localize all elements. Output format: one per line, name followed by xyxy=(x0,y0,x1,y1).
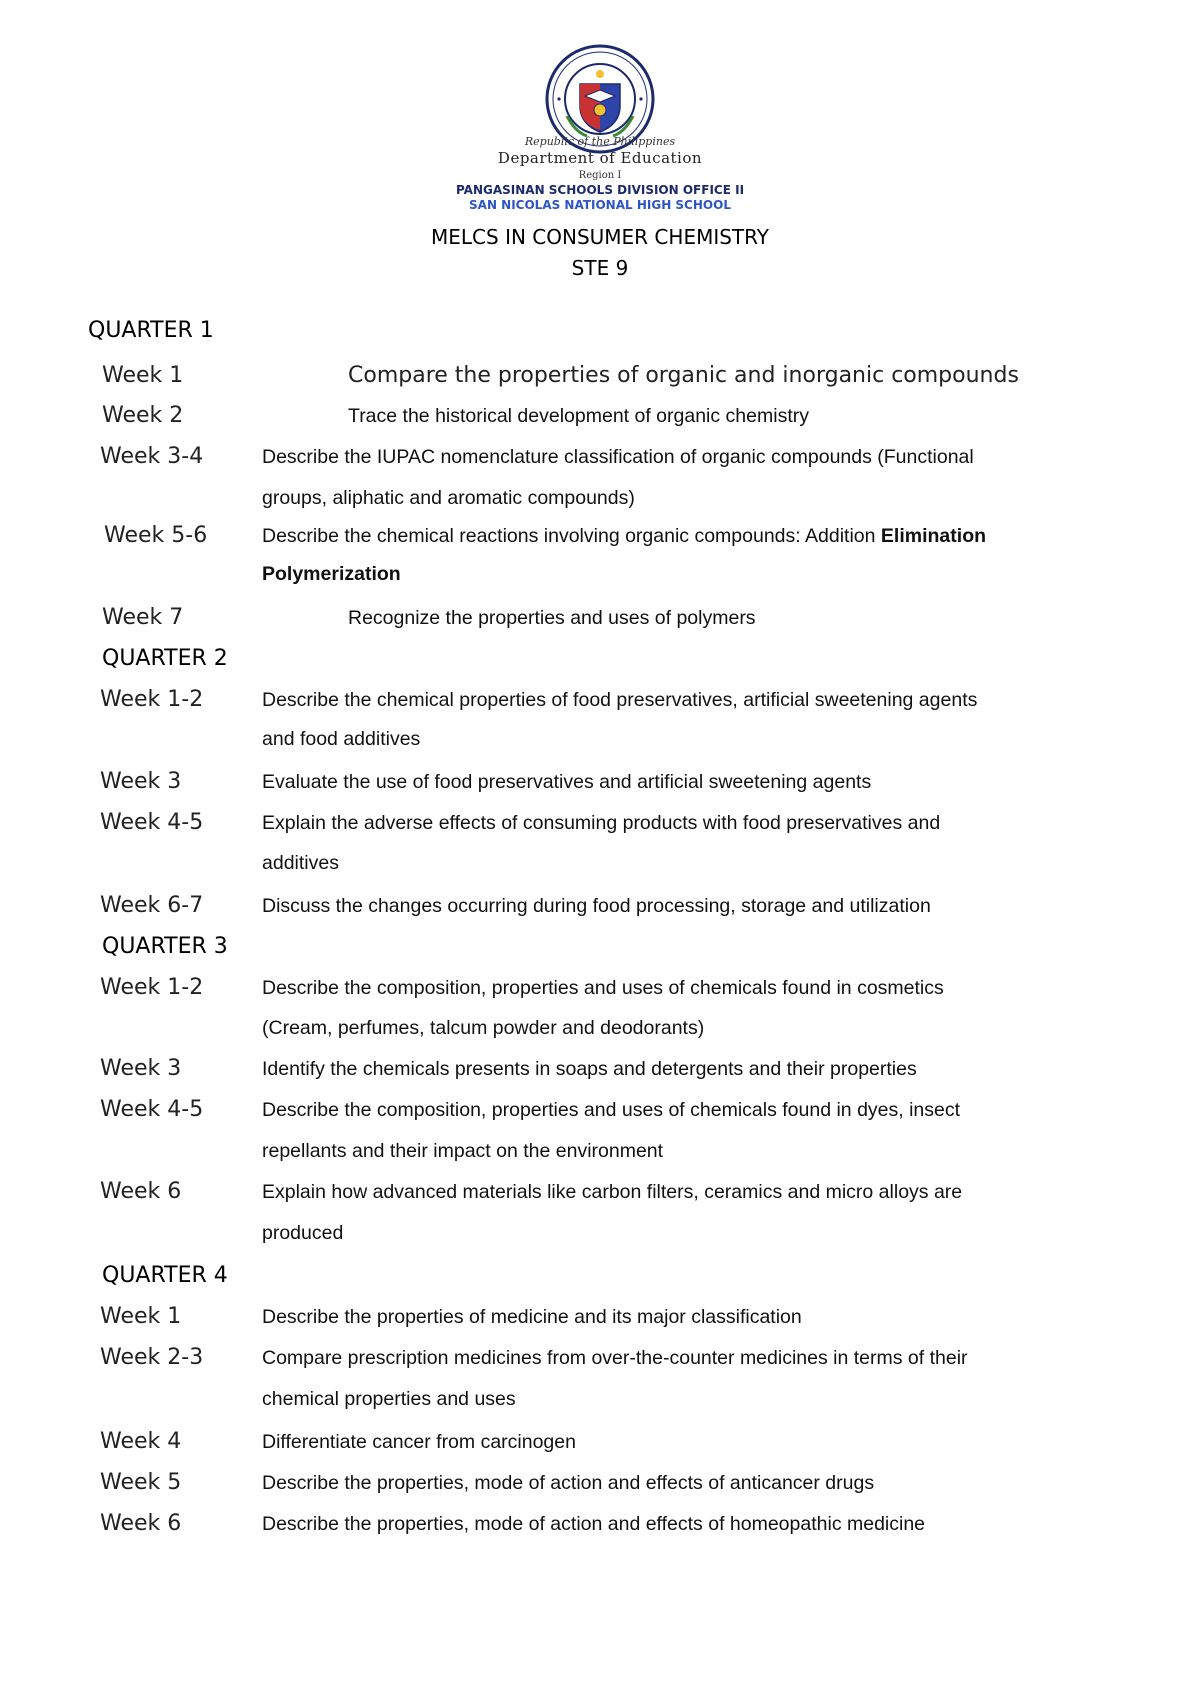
week-label: Week 1 xyxy=(102,363,184,388)
week-label: Week 4 xyxy=(100,1429,182,1454)
competency-text: Describe the properties, mode of action and effects of anticancer drugs xyxy=(262,1472,875,1494)
header-division: PANGASINAN SCHOOLS DIVISION OFFICE II xyxy=(455,183,745,197)
week-label: Week 5-6 xyxy=(104,523,208,548)
document-title: MELCS IN CONSUMER CHEMISTRY xyxy=(431,225,769,249)
week-label: Week 1-2 xyxy=(100,687,204,712)
competency-text: additives xyxy=(262,852,339,874)
week-label: Week 2-3 xyxy=(100,1345,204,1370)
competency-text: Identify the chemicals presents in soaps and detergents and their properties xyxy=(262,1058,917,1080)
week-label: Week 6 xyxy=(100,1179,182,1204)
competency-text: Explain the adverse effects of consuming products with food preservatives and xyxy=(262,812,941,834)
competency-text: Compare prescription medicines from over-the-counter medicines in terms of their xyxy=(262,1347,968,1369)
week-label: Week 6 xyxy=(100,1511,182,1536)
competency-text: Describe the composition, properties and uses of chemicals found in dyes, insect xyxy=(262,1099,961,1121)
competency-text: Trace the historical development of organic chemistry xyxy=(348,405,809,427)
competency-text: chemical properties and uses xyxy=(262,1388,516,1410)
week-label: Week 3-4 xyxy=(100,444,204,469)
competency-text-bold: Elimination xyxy=(880,525,987,547)
header-republic: Republic of the Philippines xyxy=(524,135,676,148)
quarter-heading: QUARTER 1 xyxy=(88,318,214,343)
week-label: Week 5 xyxy=(100,1470,182,1495)
competency-text: Explain how advanced materials like carbon filters, ceramics and micro alloys are xyxy=(262,1181,963,1203)
quarter-heading: QUARTER 2 xyxy=(102,646,228,671)
competency-text: repellants and their impact on the environment xyxy=(262,1140,664,1162)
header-region: Region I xyxy=(578,170,622,181)
week-label: Week 4-5 xyxy=(100,810,204,835)
competency-text: groups, aliphatic and aromatic compounds) xyxy=(262,487,635,509)
quarter-heading: QUARTER 3 xyxy=(102,934,228,959)
competency-text: Recognize the properties and uses of polymers xyxy=(348,607,756,629)
quarter-heading: QUARTER 4 xyxy=(102,1263,228,1288)
week-label: Week 1 xyxy=(100,1304,182,1329)
week-label: Week 6-7 xyxy=(100,893,204,918)
competency-text: (Cream, perfumes, talcum powder and deodorants) xyxy=(262,1017,705,1039)
competency-text: Compare the properties of organic and inorganic compounds xyxy=(348,363,1019,388)
competency-text: Differentiate cancer from carcinogen xyxy=(262,1431,576,1453)
week-label: Week 7 xyxy=(102,605,184,630)
header-department: Department of Education xyxy=(497,149,703,167)
competency-text: Describe the properties of medicine and its major classification xyxy=(262,1306,802,1328)
week-label: Week 3 xyxy=(100,769,182,794)
competency-text: and food additives xyxy=(262,728,421,750)
header-school: SAN NICOLAS NATIONAL HIGH SCHOOL xyxy=(469,198,731,212)
competency-text: Describe the IUPAC nomenclature classification of organic compounds (Functional xyxy=(262,446,974,468)
document-subtitle: STE 9 xyxy=(571,256,629,280)
competency-text: Describe the properties, mode of action and effects of homeopathic medicine xyxy=(262,1513,926,1535)
competency-text-bold: Polymerization xyxy=(262,563,401,585)
competency-text xyxy=(262,525,986,548)
week-label: Week 2 xyxy=(102,403,184,428)
competency-text: Describe the chemical properties of food preservatives, artificial sweetening agents xyxy=(262,689,978,711)
week-label: Week 1-2 xyxy=(100,975,204,1000)
competency-text: Describe the composition, properties and uses of chemicals found in cosmetics xyxy=(262,977,944,999)
competency-text-regular: Describe the chemical reactions involving organic compounds: Addition xyxy=(262,525,881,547)
week-label: Week 3 xyxy=(100,1056,182,1081)
competency-text: Discuss the changes occurring during food processing, storage and utilization xyxy=(262,895,931,917)
competency-text: produced xyxy=(262,1222,344,1244)
week-label: Week 4-5 xyxy=(100,1097,204,1122)
competency-text: Evaluate the use of food preservatives and artificial sweetening agents xyxy=(262,771,872,793)
